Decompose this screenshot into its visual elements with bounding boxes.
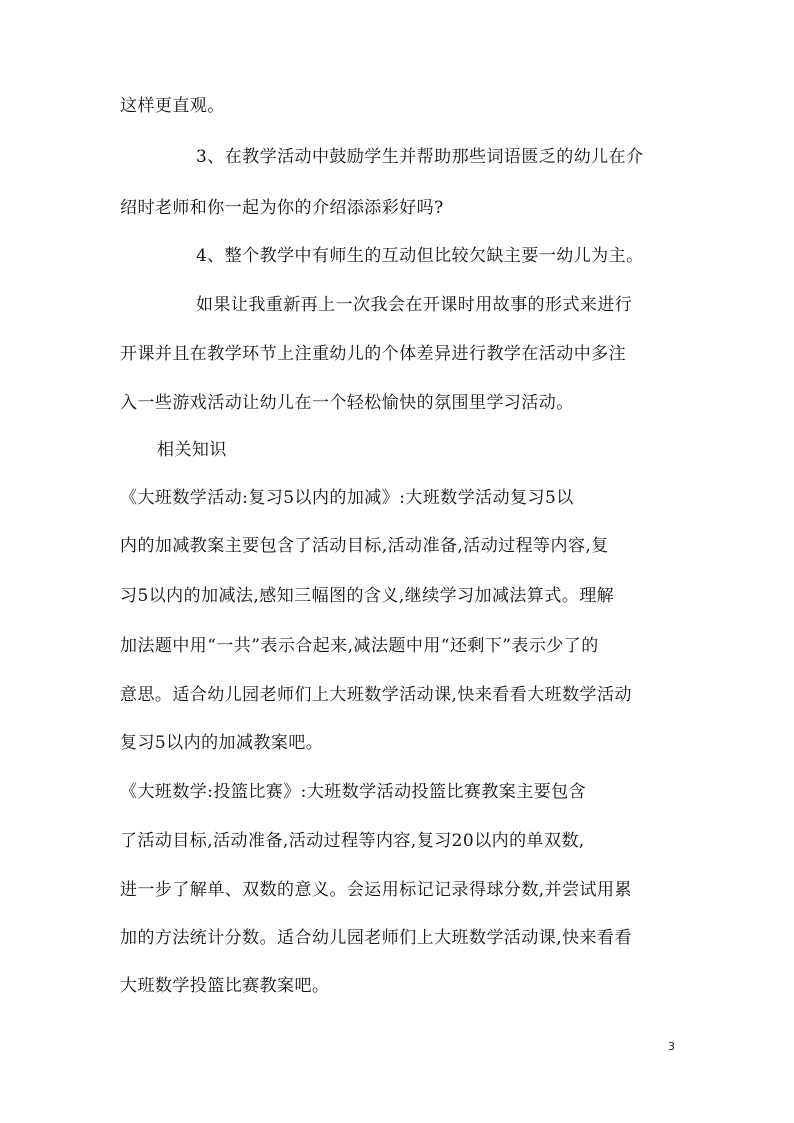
- text-line: 这样更直观。: [120, 96, 225, 116]
- text-line: 了活动目标,活动准备,活动过程等内容,复习20以内的单双数,: [120, 831, 585, 851]
- text-line: 内的加减教案主要包含了活动目标,活动准备,活动过程等内容,复: [120, 536, 609, 556]
- text-line: 加的方法统计分数。适合幼儿园老师们上大班数学活动课,快来看看: [120, 928, 632, 948]
- text-line: 习5以内的加减法,感知三幅图的含义,继续学习加减法算式。理解: [120, 586, 615, 606]
- text-line: 复习5以内的加减教案吧。: [120, 733, 324, 753]
- text-line: 3、在教学活动中鼓励学生并帮助那些词语匮乏的幼儿在介: [196, 147, 644, 167]
- text-line: 进一步了解单、双数的意义。会运用标记记录得球分数,并尝试用累: [120, 880, 632, 900]
- text-line: 绍时老师和你一起为你的介绍添添彩好吗?: [120, 198, 444, 218]
- text-line: 《大班数学:投篮比赛》:大班数学活动投篮比赛教案主要包含: [120, 782, 587, 802]
- text-line: 大班数学投篮比赛教案吧。: [120, 976, 330, 996]
- page-number: 3: [668, 1040, 675, 1053]
- text-line: 入一些游戏活动让幼儿在一个轻松愉快的氛围里学习活动。: [120, 393, 574, 413]
- section-heading: 相关知识: [157, 440, 227, 460]
- text-line: 加法题中用“一共”表示合起来,减法题中用“还剩下”表示少了的: [120, 636, 599, 656]
- text-line: 4、整个教学中有师生的互动但比较欠缺主要一幼儿为主。: [196, 246, 644, 266]
- text-line: 《大班数学活动:复习5以内的加减》:大班数学活动复习5以: [120, 488, 574, 508]
- text-line: 开课并且在教学环节上注重幼儿的个体差异进行教学在活动中多注: [120, 344, 627, 364]
- text-line: 意思。适合幼儿园老师们上大班数学活动课,快来看看大班数学活动: [120, 685, 632, 705]
- text-line: 如果让我重新再上一次我会在开课时用故事的形式来进行: [196, 295, 633, 315]
